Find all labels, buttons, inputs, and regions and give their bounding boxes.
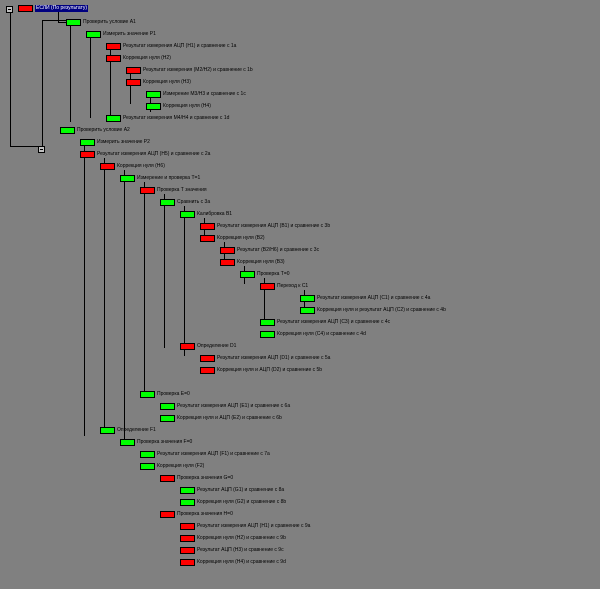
- tree-node[interactable]: [106, 54, 171, 63]
- status-green-icon: [180, 499, 195, 506]
- tree-connector: [144, 182, 145, 396]
- status-red-icon: [180, 343, 195, 350]
- tree-node-label: Проверка Т значения: [157, 187, 207, 193]
- tree-node-label: Коррекция нуля и АЦП (D2) и сравнение с 5b: [217, 367, 323, 373]
- status-green-icon: [146, 91, 161, 98]
- tree-node[interactable]: [140, 390, 190, 399]
- status-red-icon: [200, 235, 215, 242]
- tree-node-label: Результат измерения АЦП (F1) и сравнение с 7а: [157, 451, 270, 457]
- tree-node[interactable]: [180, 546, 284, 555]
- status-green-icon: [180, 211, 195, 218]
- tree-node[interactable]: [240, 270, 290, 279]
- tree-node[interactable]: [180, 498, 286, 507]
- status-red-icon: [100, 163, 115, 170]
- tree-connector: [58, 22, 66, 23]
- status-red-icon: [160, 511, 175, 518]
- tree-node-label: Определение D1: [197, 343, 237, 349]
- tree-node-label: Результат измерения АЦП (В1) и сравнение с 3b: [217, 223, 331, 229]
- tree-node-label: Проверка значения Н=0: [177, 511, 233, 517]
- status-green-icon: [180, 487, 195, 494]
- status-green-icon: [80, 139, 95, 146]
- tree-node-label: Результат (В2/Н6) и сравнение с 3с: [237, 247, 320, 253]
- tree-node[interactable]: [106, 42, 236, 51]
- status-green-icon: [66, 19, 81, 26]
- tree-connector: [70, 26, 71, 122]
- status-red-icon: [80, 151, 95, 158]
- tree-node-label: Проверка Т=0: [257, 271, 290, 277]
- status-green-icon: [160, 199, 175, 206]
- status-red-icon: [220, 259, 235, 266]
- tree-node-label: Результат измерения М4/Н4 и сравнение с 1d: [123, 115, 230, 121]
- status-red-icon: [106, 55, 121, 62]
- status-green-icon: [106, 115, 121, 122]
- tree-node[interactable]: [160, 510, 233, 519]
- tree-node-label: Результат измерения АЦП (С1) и сравнение с 4а: [317, 295, 431, 301]
- status-green-icon: [160, 415, 175, 422]
- tree-node-label: Коррекция нуля (В3): [237, 259, 285, 265]
- tree-node-label: Результат измерения АЦП (Н1) и сравнение с 9а: [197, 523, 311, 529]
- status-red-icon: [180, 559, 195, 566]
- tree-node-label: Коррекция нуля (F2): [157, 463, 205, 469]
- tree-node[interactable]: [260, 330, 366, 339]
- tree-node-label: Проверка значения F=0: [137, 439, 193, 445]
- tree-node-label: Проверка Е=0: [157, 391, 190, 397]
- tree-node-label: Коррекция нуля (Н3): [143, 79, 191, 85]
- tree-node-label: Измерить значение P1: [103, 31, 156, 37]
- tree-connector: [90, 38, 91, 118]
- tree-node-label: Проверка значения G=0: [177, 475, 234, 481]
- status-green-icon: [300, 307, 315, 314]
- tree-node[interactable]: [160, 402, 290, 411]
- status-red-icon: [220, 247, 235, 254]
- tree-node[interactable]: [126, 78, 191, 87]
- tree-node-label: Коррекция нуля (Н6): [117, 163, 165, 169]
- status-red-icon: [160, 475, 175, 482]
- tree-node-label: Измерение и проверка Т=1: [137, 175, 201, 181]
- tree-node[interactable]: [106, 114, 229, 123]
- tree-node[interactable]: [300, 306, 446, 315]
- status-red-icon: [106, 43, 121, 50]
- tree-node[interactable]: [200, 354, 330, 363]
- tree-node[interactable]: [120, 438, 192, 447]
- tree-node[interactable]: [180, 534, 286, 543]
- status-red-icon: [180, 535, 195, 542]
- tree-node[interactable]: [160, 474, 233, 483]
- tree-node-label: Результат измерения АЦП (Н5) и сравнение с 2а: [97, 151, 211, 157]
- tree-connector: [10, 13, 11, 147]
- status-green-icon: [100, 427, 115, 434]
- tree-node[interactable]: [180, 522, 310, 531]
- status-red-icon: [180, 523, 195, 530]
- tree-node[interactable]: [100, 426, 156, 435]
- status-green-icon: [300, 295, 315, 302]
- status-green-icon: [146, 103, 161, 110]
- tree-node[interactable]: [120, 174, 200, 183]
- status-green-icon: [260, 319, 275, 326]
- tree-node-label: Калибровка В1: [197, 211, 233, 217]
- tree-node-label: Измерить значение P2: [97, 139, 150, 145]
- status-green-icon: [120, 439, 135, 446]
- tree-node-label: Коррекция нуля (Н2): [123, 55, 171, 61]
- tree-connector: [42, 20, 66, 21]
- status-red-icon: [126, 67, 141, 74]
- tree-connector: [104, 158, 105, 432]
- tree-node[interactable]: [220, 258, 285, 267]
- tree-expander-toggle[interactable]: [6, 6, 13, 13]
- tree-node[interactable]: [160, 414, 282, 423]
- tree-expander-toggle[interactable]: [38, 146, 45, 153]
- tree-node[interactable]: [160, 198, 210, 207]
- tree-node[interactable]: [200, 222, 330, 231]
- tree-connector: [84, 146, 85, 436]
- tree-node[interactable]: [200, 234, 265, 243]
- tree-connector: [42, 20, 43, 146]
- tree-node-label: Результат измерения (М2/Н2) и сравнение с 1b: [143, 67, 253, 73]
- tree-node[interactable]: [180, 210, 232, 219]
- status-red-icon: [180, 547, 195, 554]
- tree-node-label: Результат измерения АЦП (С3) и сравнение с 4с: [277, 319, 391, 325]
- tree-node[interactable]: [260, 318, 390, 327]
- tree-node-label: Результат АЦП (G1) и сравнение с 8а: [197, 487, 285, 493]
- tree-node[interactable]: [260, 282, 308, 291]
- tree-node[interactable]: [66, 18, 136, 27]
- status-red-icon: [260, 283, 275, 290]
- tree-node[interactable]: [140, 450, 270, 459]
- tree-node[interactable]: [100, 162, 165, 171]
- status-red-icon: [140, 187, 155, 194]
- tree-node[interactable]: [180, 342, 236, 351]
- status-green-icon: [86, 31, 101, 38]
- tree-node-label: Переход к С1: [277, 283, 309, 289]
- tree-node[interactable]: [200, 366, 322, 375]
- tree-node[interactable]: [180, 558, 286, 567]
- tree-node[interactable]: [140, 462, 204, 471]
- status-red-icon: [200, 355, 215, 362]
- tree-node-label: Коррекция нуля (С4) и сравнение с 4d: [277, 331, 366, 337]
- tree-node-label: Коррекция нуля (Н4) и сравнение с 9d: [197, 559, 286, 565]
- tree-node-label: Проверить условие А1: [83, 19, 136, 25]
- tree-connector: [124, 170, 125, 444]
- status-red-icon: [126, 79, 141, 86]
- tree-connector: [164, 194, 165, 348]
- status-red-icon: [200, 367, 215, 374]
- tree-node-label: Коррекция нуля и результат АЦП (С2) и сравнение с 4b: [317, 307, 446, 313]
- status-red-icon: [18, 5, 33, 12]
- tree-node[interactable]: [146, 102, 211, 111]
- tree-node[interactable]: [220, 246, 319, 255]
- tree-node[interactable]: [18, 4, 88, 13]
- tree-connector: [184, 206, 185, 356]
- tree-node-label: Результат измерения АЦП (Н1) и сравнение с 1а: [123, 43, 237, 49]
- tree-node-label: Результат измерения АЦП (Е1) и сравнение с 6а: [177, 403, 291, 409]
- tree-node[interactable]: [146, 90, 246, 99]
- tree-node-label: Результат измерения АЦП (D1) и сравнение с 5а: [217, 355, 331, 361]
- tree-node[interactable]: [126, 66, 253, 75]
- tree-node-label: Проверить условие А2: [77, 127, 130, 133]
- status-green-icon: [140, 391, 155, 398]
- status-green-icon: [140, 463, 155, 470]
- tree-node[interactable]: [180, 486, 284, 495]
- tree-connector: [10, 146, 38, 147]
- tree-node[interactable]: [140, 186, 207, 195]
- status-green-icon: [260, 331, 275, 338]
- tree-node[interactable]: [86, 30, 156, 39]
- tree-node[interactable]: [60, 126, 130, 135]
- tree-node-label: Коррекция нуля (Н2) и сравнение с 9b: [197, 535, 286, 541]
- status-green-icon: [240, 271, 255, 278]
- tree-node[interactable]: [300, 294, 430, 303]
- tree-node-label: Результат АЦП (Н3) и сравнение с 9с: [197, 547, 284, 553]
- tree-node-label: Коррекция нуля (G2) и сравнение с 8b: [197, 499, 287, 505]
- tree-node-label: Определение F1: [117, 427, 156, 433]
- tree-node[interactable]: [80, 138, 150, 147]
- status-red-icon: [200, 223, 215, 230]
- tree-node-label: Коррекция нуля (Н4): [163, 103, 211, 109]
- status-green-icon: [160, 403, 175, 410]
- status-green-icon: [60, 127, 75, 134]
- tree-node-label: ЕСЛИ (По результату): [36, 5, 88, 11]
- tree-node[interactable]: [80, 150, 210, 159]
- tree-node-label: Сравнить с 3а: [177, 199, 211, 205]
- tree-node-label: Измерение М3/Н3 и сравнение с 1с: [163, 91, 246, 97]
- bottom-spacer: [0, 582, 600, 589]
- tree-node-label: Коррекция нуля и АЦП (Е2) и сравнение с 6b: [177, 415, 282, 421]
- status-green-icon: [140, 451, 155, 458]
- status-green-icon: [120, 175, 135, 182]
- tree-node-label: Коррекция нуля (В2): [217, 235, 265, 241]
